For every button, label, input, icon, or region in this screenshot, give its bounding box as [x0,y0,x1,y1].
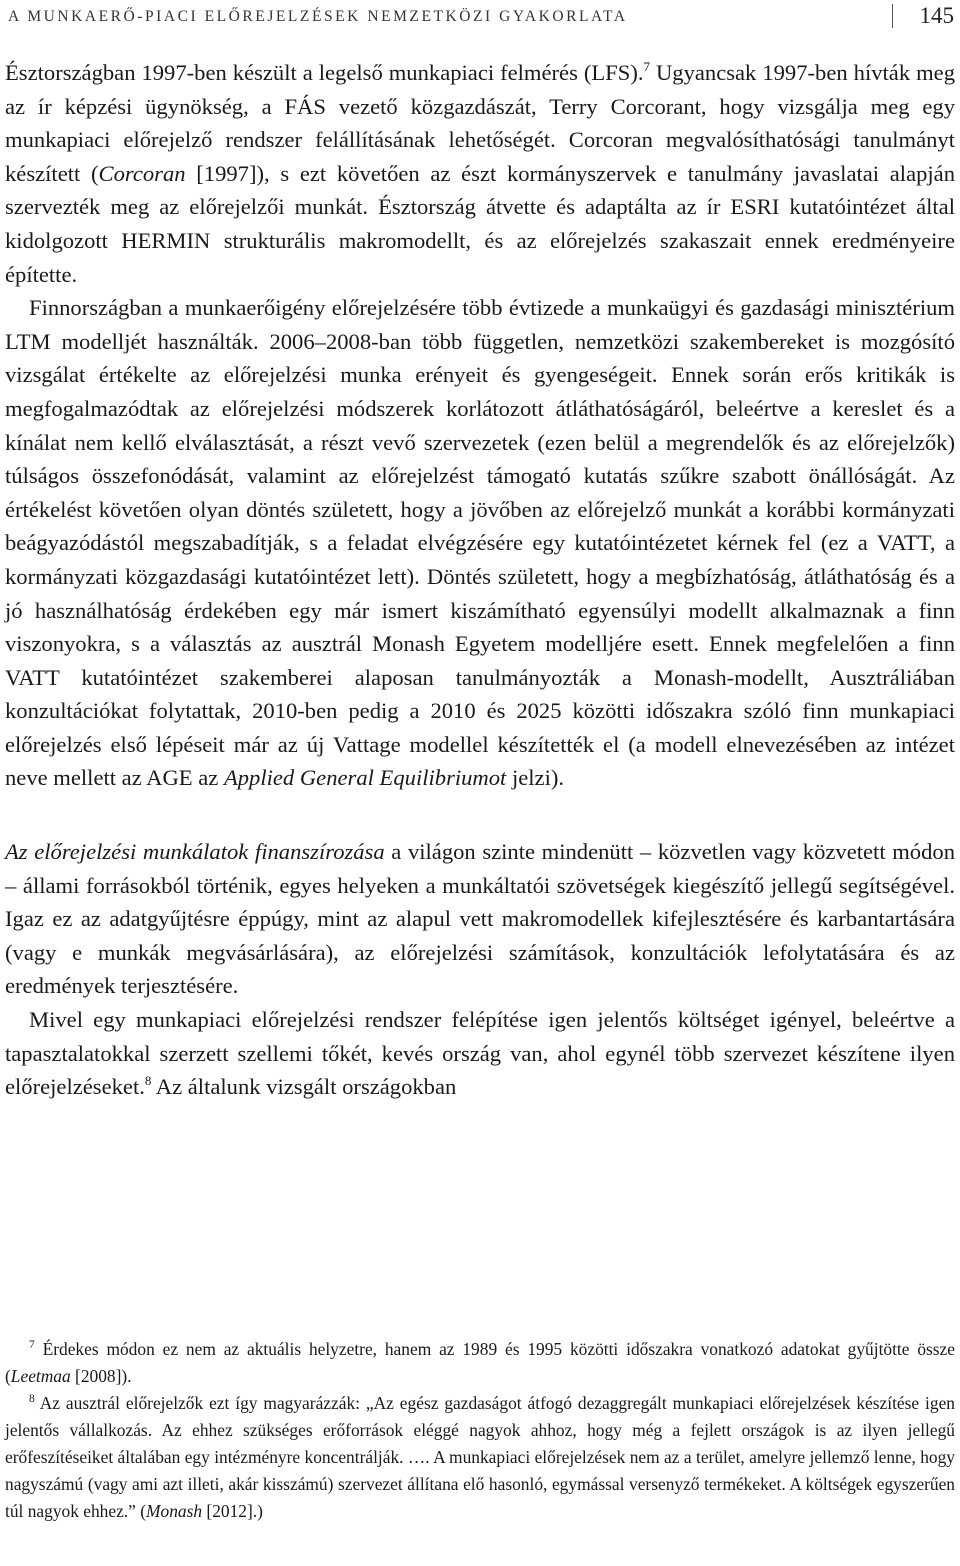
citation-monash: Monash [146,1501,203,1521]
footnote-ref-7[interactable]: 7 [643,59,650,74]
running-header [8,4,956,30]
page-number: 145 [919,3,954,28]
running-title: A MUNKAERŐ-PIACI ELŐREJELZÉSEK NEMZETKÖZI GYAKORLATA [8,8,628,25]
paragraph-financing: Az előrejelzési munkálatok finanszírozása a világon szinte mindenütt – közvetlen vagy közvetett módon – állami forrásokból történik, egyes helyeken a munkáltatói szövetségek kiegészítő jellegű segítségével. Igaz ez az adatgyűjtésre éppúgy, mint az alapul vett makromodellek kifejlesztésére és karbantartására (vagy e munkák megvásárlására), az előrejelzési számítások, konzultációk lefolytatására és az eredmények terjesztésére. [5,839,955,999]
italic-heading-financing: Az előrejelzési munkálatok finanszírozása [5,839,385,865]
footnote-ref-8[interactable]: 8 [144,1073,152,1089]
footnote-8: $^8$ Az ausztrál előrejelzők ezt így magyarázzák: „Az egész gazdaságot átfogó dezaggregált munkapiaci előrejelzések készítése igen jelentős vállalkozás. Az ehhez szükséges erőforrások eléggé nagyok ahhoz, hogy még a fejlett országok is az ilyen jellegű erőfeszítéseiket általában egy intézményre koncentrálják. …. A munkapiaci előrejelzések nem az a terület, amelyre jellemző lenne, hogy nagyszámú (vagy ami azt illeti, akár kisszámú) szervezet állítana elő hasonló, egymással versenyző termékeket. A költségek egyszerűen túl nagyok ehhez.” (Monash [2012].) [5,1393,955,1521]
italic-term-age: Applied General Equilibriumot [223,765,507,791]
paragraph-costs: Mivel egy munkapiaci előrejelzési rendszer felépítése igen jelentős költséget igényel, beleértve a tapasztalatokkal szerzett szellemi tőkét, kevés ország van, ahol egynél több szervezet készítene ilyen előrejelzéseket.$^8$ Az általunk vizsgált országokban [5,1007,955,1100]
citation-leetmaa: Leetmaa [10,1366,71,1386]
footnotes [5,1336,955,1525]
paragraph-finland: Finnországban a munkaerőigény előrejelzésére több évtizede a munkaügyi és gazdasági minisztérium LTM modelljét használták. 2006–2008-ban több független, nemzetközi szakembereket is mozgósító vizsgálat értékelte az előrejelzési munka erényeit és gyengeségeit. Ennek során erős kritikák is megfogalmazódtak az előrejelzési módszerek korlátozott átláthatóságáról, beleértve a kereslet és a kínálat nem kellő elválasztását, a részt vevő szervezetek (ezen belül a megrendelők és az előrejelzők) túlságos összefonódását, valamint az előrejelzést támogató kutatás szűkre szabott önállóságát. Az értékelést követően olyan döntés született, hogy a jövőben az előrejelző munkát a korábbi kormányzati beágyazódástól megszabadítják, s a feladat elvégzésére egy kutatóintézetet kérnek fel (ez a VATT, a kormányzati közgazdasági kutatóintézet lett). Döntés született, hogy a megbízhatóság, átláthatóság és a jó használhatóság érdekében egy már ismert kiszámítható egyensúlyi modellt alkalmaznak a finn viszonyokra, s a választás az ausztrál Monash Egyetem modelljére esett. Ennek megfelelően a finn VATT kutatóintézet szakemberei alaposan tanulmányozták a Monash-modellt, Ausztráliában konzultációkat folytattak, 2010-ben pedig a 2010 és 2025 közötti időszakra szóló finn munkapiaci előrejelzés első lépéseit már az új Vattage modellel készítették el (a modell elnevezésében az intézet neve mellett az AGE az Applied General Equilibriumot jelzi). [5,295,955,791]
paragraph-estonia: Észtországban 1997-ben készült a legelső munkapiaci felmérés (LFS).$^7$ Ugyancsak 1997-ben hívták meg az ír képzési ügynökség, a FÁS vezető közgazdászát, Terry Corcorant, hogy vizsgálja meg egy munkapiaci előrejelző rendszer felállításának lehetőségét. Corcoran megvalósíthatósági tanulmányt készített (Corcoran [1997]), s ezt követően az észt kormányszervek e tanulmány javaslatai alapján szervezték meg az előrejelzői munkát. Észtország átvette és adaptálta az ír ESRI kutatóintézet által kidolgozott HERMIN strukturális makromodellt, és az előrejelzés szakaszait ennek eredményeire építette. [5,59,955,287]
main-text [5,56,955,1104]
header-divider [892,4,893,28]
citation-corcoran: Corcoran [98,160,186,186]
footnote-7: $^7$ Érdekes módon ez nem az aktuális helyzetre, hanem az 1989 és 1995 közötti időszakra vonatkozó adatokat gyűjtötte össze (Leetmaa [2008]). [5,1339,955,1386]
